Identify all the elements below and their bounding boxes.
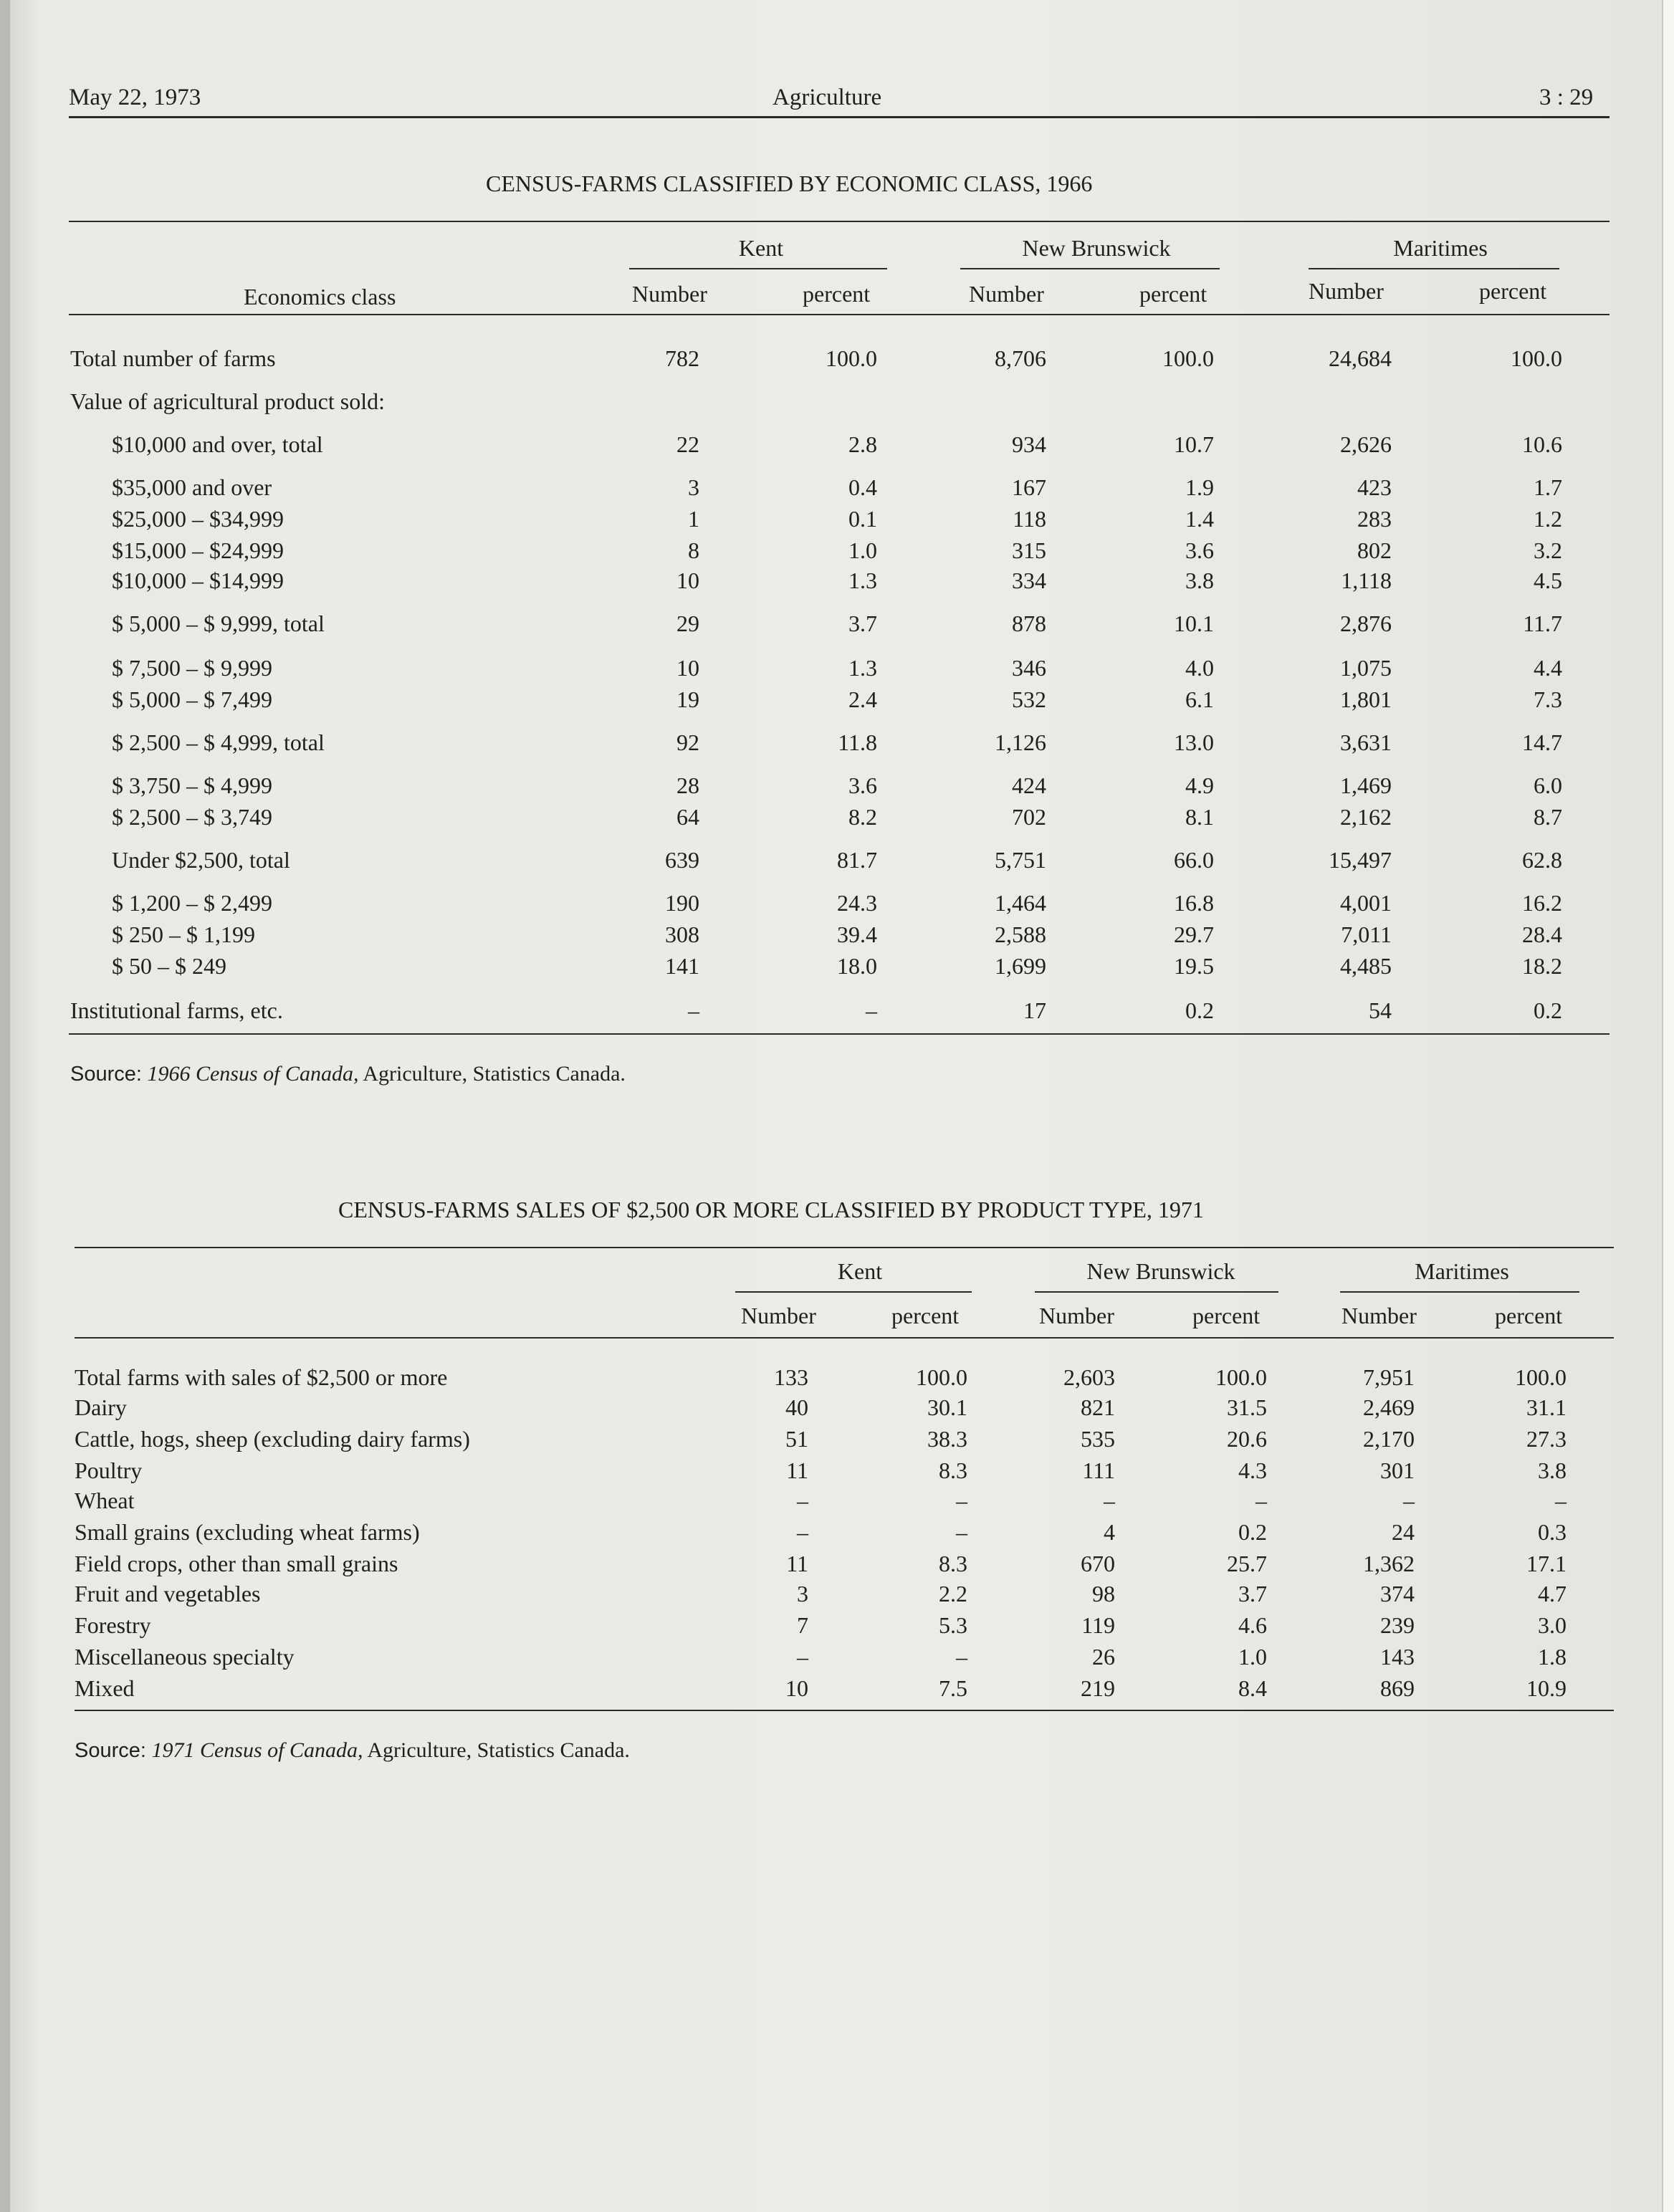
table2-cell: 1.8 — [1538, 1644, 1567, 1670]
table1-cell: 16.2 — [1522, 890, 1562, 916]
table1-cell: 0.2 — [1534, 997, 1562, 1023]
table1-nb-percent-header: percent — [1139, 281, 1207, 307]
table2-cell: 143 — [1380, 1644, 1415, 1670]
table1-cell: 4,001 — [1340, 890, 1392, 916]
table1-cell: 100.0 — [826, 345, 877, 371]
table1-cell: 2.4 — [848, 686, 877, 712]
table1-cell: 39.4 — [837, 921, 877, 947]
table1-cell: 62.8 — [1522, 847, 1562, 873]
table1-row-label: Institutional farms, etc. — [70, 997, 283, 1023]
header-rule — [69, 116, 1610, 118]
table2-group-kent: Kent — [837, 1258, 883, 1284]
table2-cell: 239 — [1380, 1612, 1415, 1638]
table2-cell: 2,469 — [1363, 1394, 1415, 1420]
table2-nb-number-header: Number — [1039, 1303, 1114, 1328]
table2-row-label: Cattle, hogs, sheep (excluding dairy farms) — [75, 1426, 470, 1452]
table2-cell: 31.1 — [1526, 1394, 1567, 1420]
table1-cell: 10.6 — [1522, 431, 1562, 457]
table1-row-label: $35,000 and over — [112, 474, 272, 500]
table2-cell: 8.4 — [1238, 1675, 1267, 1701]
table1-cell: 1,464 — [995, 890, 1046, 916]
table1-cell: 28 — [676, 772, 699, 798]
table1-cell: 782 — [665, 345, 699, 371]
table1-row-label: $ 2,500 – $ 4,999, total — [112, 729, 325, 755]
table1-cell: 1 — [688, 506, 699, 532]
table1-source-rest: Agriculture, Statistics Canada. — [363, 1062, 626, 1086]
table1-row-label: $ 250 – $ 1,199 — [112, 921, 255, 947]
table2-group-new-brunswick: New Brunswick — [1086, 1258, 1235, 1284]
table1-cell: 2.8 — [848, 431, 877, 457]
table2-row-label: Forestry — [75, 1612, 151, 1638]
table2-cell: 869 — [1380, 1675, 1415, 1701]
table2-cell: 11 — [786, 1457, 808, 1483]
table1-group-maritimes: Maritimes — [1393, 235, 1488, 261]
table1-row-label: Under $2,500, total — [112, 847, 290, 873]
table1-row-label: $10,000 and over, total — [112, 431, 323, 457]
table2-cell: 31.5 — [1227, 1394, 1267, 1420]
table1-cell: 22 — [676, 431, 699, 457]
table2-cell: 17.1 — [1526, 1551, 1567, 1576]
table1-bottom-rule — [69, 1033, 1610, 1035]
table1-cell: 16.8 — [1174, 890, 1214, 916]
table1-title: CENSUS-FARMS CLASSIFIED BY ECONOMIC CLASS, 1966 — [486, 171, 1093, 196]
table1-cell: 17 — [1023, 997, 1046, 1023]
table2-cell: – — [956, 1519, 967, 1545]
table2-cell: 7 — [797, 1612, 808, 1638]
table2-cell: 133 — [774, 1364, 808, 1390]
table1-cell: – — [866, 997, 877, 1023]
table2-cell: – — [956, 1644, 967, 1670]
table1-cell: 3.6 — [848, 772, 877, 798]
table1-cell: 81.7 — [837, 847, 877, 873]
table2-cell: 24 — [1392, 1519, 1415, 1545]
table1-maritimes-rule — [1309, 268, 1559, 269]
table1-cell: 118 — [1013, 506, 1046, 532]
table1-cell: 2,626 — [1340, 431, 1392, 457]
table1-cell: 1.2 — [1534, 506, 1562, 532]
table1-cell: 0.2 — [1185, 997, 1214, 1023]
table2-cell: 374 — [1380, 1581, 1415, 1607]
book-spine — [0, 0, 10, 2212]
table1-row-label: $ 3,750 – $ 4,999 — [112, 772, 272, 798]
table2-cell: 100.0 — [1215, 1364, 1267, 1390]
table1-cell: 532 — [1012, 686, 1046, 712]
table1-cell: 141 — [665, 953, 699, 979]
table1-cell: 283 — [1357, 506, 1392, 532]
table2-row-label: Wheat — [75, 1488, 135, 1513]
table1-cell: 1,801 — [1340, 686, 1392, 712]
table2-bottom-rule — [75, 1710, 1614, 1711]
table2-cell: 2,170 — [1363, 1426, 1415, 1452]
table1-maritimes-number-header: Number — [1309, 278, 1384, 304]
table1-cell: 639 — [665, 847, 699, 873]
table1-cell: 64 — [676, 804, 699, 830]
table1-cell: 19 — [676, 686, 699, 712]
table2-nb-rule — [1035, 1291, 1278, 1293]
table1-cell: 1.3 — [848, 568, 877, 593]
table2-cell: 219 — [1081, 1675, 1115, 1701]
table1-cell: 13.0 — [1174, 729, 1214, 755]
table2-cell: 8.3 — [939, 1457, 967, 1483]
table2-kent-number-header: Number — [741, 1303, 816, 1328]
table2-cell: 3 — [797, 1581, 808, 1607]
table2-source-lead: Source: — [75, 1739, 146, 1762]
table2-source — [75, 1738, 630, 1763]
table1-cell: 4.0 — [1185, 655, 1214, 681]
table1-cell: 100.0 — [1162, 345, 1214, 371]
table2-cell: 10 — [785, 1675, 808, 1701]
table1-cell: 11.7 — [1523, 611, 1562, 636]
table2-cell: 11 — [786, 1551, 808, 1576]
table1-col-header: Economics class — [244, 284, 396, 310]
table1-maritimes-percent-header: percent — [1479, 278, 1547, 304]
table1-row-label: $ 7,500 – $ 9,999 — [112, 655, 272, 681]
table1-header-rule — [69, 314, 1610, 315]
table1-cell: 100.0 — [1511, 345, 1562, 371]
table1-row-label: Total number of farms — [70, 345, 276, 371]
header-date: May 22, 1973 — [69, 85, 201, 110]
table1-cell: – — [688, 997, 699, 1023]
table1-cell: 1,075 — [1340, 655, 1392, 681]
table2-cell: 2.2 — [939, 1581, 967, 1607]
table2-source-title: 1971 Census of Canada, — [151, 1738, 363, 1762]
table2-cell: 1,362 — [1363, 1551, 1415, 1576]
table1-cell: 0.1 — [848, 506, 877, 532]
table2-cell: 4.6 — [1238, 1612, 1267, 1638]
table1-cell: 802 — [1357, 537, 1392, 563]
table1-cell: 6.1 — [1185, 686, 1214, 712]
table1-cell: 3.8 — [1185, 568, 1214, 593]
table2-header-rule — [75, 1337, 1614, 1339]
table2-cell: 27.3 — [1526, 1426, 1567, 1452]
table1-kent-number-header: Number — [632, 281, 707, 307]
table1-cell: 308 — [665, 921, 699, 947]
table1-cell: 1.0 — [848, 537, 877, 563]
table1-cell: 54 — [1369, 997, 1392, 1023]
table2-row-label: Field crops, other than small grains — [75, 1551, 398, 1576]
table2-row-label: Mixed — [75, 1675, 135, 1701]
table1-cell: 29.7 — [1174, 921, 1214, 947]
table2-cell: 20.6 — [1227, 1426, 1267, 1452]
table1-cell: 2,162 — [1340, 804, 1392, 830]
table2-cell: 7,951 — [1363, 1364, 1415, 1390]
table2-nb-percent-header: percent — [1192, 1303, 1261, 1328]
table1-row-label: $25,000 – $34,999 — [112, 506, 284, 532]
table2-cell: 821 — [1081, 1394, 1115, 1420]
table2-cell: 0.2 — [1238, 1519, 1267, 1545]
table1-row-label: $ 1,200 – $ 2,499 — [112, 890, 272, 916]
table1-cell: 8 — [688, 537, 699, 563]
table1-cell: 315 — [1012, 537, 1046, 563]
table1-cell: 5,751 — [995, 847, 1046, 873]
table2-kent-rule — [735, 1291, 972, 1293]
table2-source-rest: Agriculture, Statistics Canada. — [367, 1738, 630, 1762]
table1-cell: 10 — [676, 568, 699, 593]
table1-row-label: $ 5,000 – $ 7,499 — [112, 686, 272, 712]
table1-cell: 346 — [1012, 655, 1046, 681]
table2-cell: 535 — [1081, 1426, 1115, 1452]
table1-cell: 1,699 — [995, 953, 1046, 979]
table1-cell: 4.9 — [1185, 772, 1214, 798]
table1-cell: 19.5 — [1174, 953, 1214, 979]
table1-source-title: 1966 Census of Canada, — [147, 1062, 359, 1086]
table1-cell: 334 — [1012, 568, 1046, 593]
table1-nb-number-header: Number — [969, 281, 1044, 307]
table2-maritimes-number-header: Number — [1341, 1303, 1417, 1328]
table2-cell: 25.7 — [1227, 1551, 1267, 1576]
table2-cell: 26 — [1092, 1644, 1115, 1670]
table2-cell: – — [797, 1488, 808, 1513]
table1-cell: 6.0 — [1534, 772, 1562, 798]
table2-title: CENSUS-FARMS SALES OF $2,500 OR MORE CLASSIFIED BY PRODUCT TYPE, 1971 — [338, 1197, 1204, 1222]
table2-row-label: Fruit and vegetables — [75, 1581, 261, 1607]
table1-cell: 3,631 — [1340, 729, 1392, 755]
table1-top-rule — [69, 221, 1610, 222]
table1-cell: 14.7 — [1522, 729, 1562, 755]
table1-cell: 8.2 — [848, 804, 877, 830]
table1-cell: 4.5 — [1534, 568, 1562, 593]
table1-cell: 15,497 — [1329, 847, 1392, 873]
table1-cell: 29 — [676, 611, 699, 636]
table2-cell: 100.0 — [916, 1364, 967, 1390]
table1-cell: 424 — [1012, 772, 1046, 798]
table2-row-label: Miscellaneous specialty — [75, 1644, 295, 1670]
table2-cell: – — [1104, 1488, 1115, 1513]
table1-source-lead: Source: — [70, 1063, 142, 1086]
table2-cell: 100.0 — [1515, 1364, 1567, 1390]
table2-cell: 5.3 — [939, 1612, 967, 1638]
table1-cell: 1,118 — [1341, 568, 1392, 593]
page-edge — [1662, 0, 1674, 2212]
table2-group-maritimes: Maritimes — [1415, 1258, 1509, 1284]
table1-cell: 423 — [1357, 474, 1392, 500]
table1-cell: 934 — [1012, 431, 1046, 457]
table2-cell: – — [1403, 1488, 1415, 1513]
table2-cell: 2,603 — [1063, 1364, 1115, 1390]
table1-cell: 1.3 — [848, 655, 877, 681]
table2-cell: 8.3 — [939, 1551, 967, 1576]
table1-row-label: $ 2,500 – $ 3,749 — [112, 804, 272, 830]
table2-cell: 119 — [1081, 1612, 1115, 1638]
table2-cell: 51 — [785, 1426, 808, 1452]
table1-cell: 7.3 — [1534, 686, 1562, 712]
table1-cell: 8.1 — [1185, 804, 1214, 830]
table1-cell: 878 — [1012, 611, 1046, 636]
document-page — [10, 0, 1662, 2212]
table1-cell: 1.9 — [1185, 474, 1214, 500]
table1-cell: 8,706 — [995, 345, 1046, 371]
table2-top-rule — [75, 1247, 1614, 1248]
table2-row-label: Total farms with sales of $2,500 or more — [75, 1364, 448, 1390]
table2-cell: – — [1555, 1488, 1567, 1513]
table2-cell: 38.3 — [927, 1426, 967, 1452]
table2-cell: 3.7 — [1238, 1581, 1267, 1607]
table1-cell: 92 — [676, 729, 699, 755]
table1-cell: 1,469 — [1340, 772, 1392, 798]
table2-cell: 301 — [1380, 1457, 1415, 1483]
header-section: Agriculture — [773, 85, 882, 110]
table1-cell: 3.7 — [848, 611, 877, 636]
table1-cell: 28.4 — [1522, 921, 1562, 947]
table1-cell: 18.0 — [837, 953, 877, 979]
table1-group-kent: Kent — [738, 235, 784, 261]
table1-cell: 4.4 — [1534, 655, 1562, 681]
table1-cell: 66.0 — [1174, 847, 1214, 873]
table1-row-label: Value of agricultural product sold: — [70, 388, 385, 414]
table2-cell: 1.0 — [1238, 1644, 1267, 1670]
table1-cell: 7,011 — [1341, 921, 1392, 947]
table1-kent-percent-header: percent — [803, 281, 871, 307]
table1-cell: 18.2 — [1522, 953, 1562, 979]
table1-cell: 3.2 — [1534, 537, 1562, 563]
table1-cell: 190 — [665, 890, 699, 916]
table2-cell: 40 — [785, 1394, 808, 1420]
table1-row-label: $ 5,000 – $ 9,999, total — [112, 611, 325, 636]
table2-cell: 111 — [1082, 1457, 1115, 1483]
table1-cell: 3 — [688, 474, 699, 500]
header-page-number: 3 : 29 — [1539, 85, 1594, 110]
table2-cell: 3.0 — [1538, 1612, 1567, 1638]
table2-cell: 7.5 — [939, 1675, 967, 1701]
table2-cell: – — [1256, 1488, 1267, 1513]
table2-kent-percent-header: percent — [891, 1303, 960, 1328]
table2-row-label: Dairy — [75, 1394, 127, 1420]
table2-cell: – — [797, 1519, 808, 1545]
table1-row-label: $ 50 – $ 249 — [112, 953, 226, 979]
table2-cell: 670 — [1081, 1551, 1115, 1576]
table1-cell: 702 — [1012, 804, 1046, 830]
table2-row-label: Small grains (excluding wheat farms) — [75, 1519, 420, 1545]
table2-maritimes-percent-header: percent — [1495, 1303, 1563, 1328]
table2-cell: 4 — [1104, 1519, 1115, 1545]
table2-cell: 30.1 — [927, 1394, 967, 1420]
table1-cell: 8.7 — [1534, 804, 1562, 830]
table1-cell: 24.3 — [837, 890, 877, 916]
table1-cell: 3.6 — [1185, 537, 1214, 563]
table1-cell: 0.4 — [848, 474, 877, 500]
table2-cell: 0.3 — [1538, 1519, 1567, 1545]
table2-cell: 10.9 — [1526, 1675, 1567, 1701]
table1-cell: 2,588 — [995, 921, 1046, 947]
table1-cell: 1.7 — [1534, 474, 1562, 500]
table2-maritimes-rule — [1340, 1291, 1579, 1293]
table1-row-label: $15,000 – $24,999 — [112, 537, 284, 563]
table2-cell: 4.7 — [1538, 1581, 1567, 1607]
table1-source — [70, 1062, 626, 1086]
table1-group-new-brunswick: New Brunswick — [1022, 235, 1171, 261]
table2-cell: 3.8 — [1538, 1457, 1567, 1483]
table2-cell: 4.3 — [1238, 1457, 1267, 1483]
table1-cell: 1,126 — [995, 729, 1046, 755]
table1-cell: 1.4 — [1185, 506, 1214, 532]
table1-cell: 24,684 — [1329, 345, 1392, 371]
table1-cell: 10.7 — [1174, 431, 1214, 457]
table1-row-label: $10,000 – $14,999 — [112, 568, 284, 593]
table1-nb-rule — [960, 268, 1220, 269]
table1-cell: 167 — [1012, 474, 1046, 500]
table1-cell: 10.1 — [1174, 611, 1214, 636]
table1-kent-rule — [629, 268, 887, 269]
table1-cell: 10 — [676, 655, 699, 681]
table1-cell: 2,876 — [1340, 611, 1392, 636]
table1-cell: 11.8 — [838, 729, 877, 755]
table2-cell: 98 — [1092, 1581, 1115, 1607]
table2-cell: – — [956, 1488, 967, 1513]
table2-cell: – — [797, 1644, 808, 1670]
table1-cell: 4,485 — [1340, 953, 1392, 979]
table2-row-label: Poultry — [75, 1457, 143, 1483]
